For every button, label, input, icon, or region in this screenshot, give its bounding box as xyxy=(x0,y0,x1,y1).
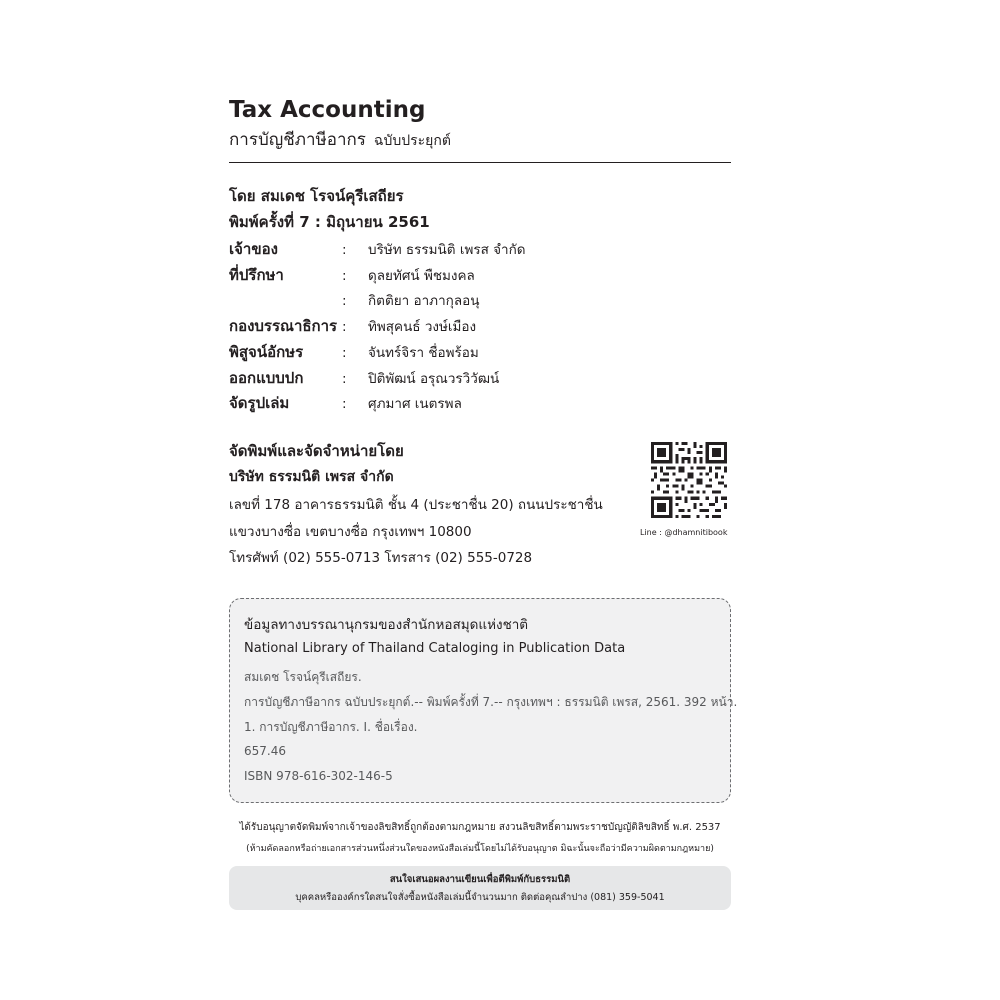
credit-colon: : xyxy=(342,345,347,361)
credit-row xyxy=(229,289,729,311)
subtitle-thai: การบัญชีภาษีอากร xyxy=(229,130,366,150)
credit-colon: : xyxy=(342,319,347,335)
cip-heading: ข้อมูลทางบรรณานุกรมของสำนักหอสมุดแห่งชาติ xyxy=(244,617,529,633)
cip-line: ISBN 978-616-302-146-5 xyxy=(244,769,393,783)
copyright-warning: (ห้ามคัดลอกหรือถ่ายเอกสารส่วนหนึ่งส่วนใดของหนังสือเล่มนี้โดยไม่ได้รับอนุญาต มิฉะนั้นจะถือว่ามีความผิดตามกฎหมาย) xyxy=(246,844,714,854)
credit-role: กองบรรณาธิการ xyxy=(229,317,338,335)
credit-person: บริษัท ธรรมนิติ เพรส จำกัด xyxy=(368,242,526,258)
credit-row xyxy=(229,340,729,364)
contact-line-2: บุคคลหรือองค์กรใดสนใจสั่งซื้อหนังสือเล่มนี้จำนวนมาก ติดต่อคุณลำปาง (081) 359-5041 xyxy=(295,892,665,903)
credit-role: เจ้าของ xyxy=(229,240,278,258)
credit-colon: : xyxy=(342,396,347,412)
credit-colon: : xyxy=(342,293,347,309)
publisher-heading: จัดพิมพ์และจัดจำหน่ายโดย xyxy=(229,442,404,460)
cip-english-heading: National Library of Thailand Cataloging in Publication Data xyxy=(244,641,626,656)
title-divider xyxy=(229,162,731,163)
publisher-address-2: แขวงบางซื่อ เขตบางซื่อ กรุงเทพฯ 10800 xyxy=(229,524,472,540)
copyright-notice: ได้รับอนุญาตจัดพิมพ์จากเจ้าของลิขสิทธิ์ถูกต้องตามกฎหมาย สงวนลิขสิทธิ์ตามพระราชบัญญัติลิขสิทธิ์ พ.ศ. 2537 xyxy=(239,822,721,833)
publisher-address-1: เลขที่ 178 อาคารธรรมนิติ ชั้น 4 (ประชาชื่น 20) ถนนประชาชื่น xyxy=(229,497,603,513)
credit-colon: : xyxy=(342,268,347,284)
author-line: โดย สมเดช โรจน์คุรีเสถียร xyxy=(229,187,404,205)
edition-label: ฉบับประยุกต์ xyxy=(373,133,451,149)
line-qr-code-icon[interactable] xyxy=(651,442,727,518)
credit-role: ออกแบบปก xyxy=(229,369,304,387)
cip-line: สมเดช โรจน์คุรีเสถียร. xyxy=(244,670,362,684)
credit-colon: : xyxy=(342,371,347,387)
credit-row xyxy=(229,237,729,261)
credit-role: พิสูจน์อักษร xyxy=(229,343,304,361)
credit-row xyxy=(229,366,729,390)
cip-line: 1. การบัญชีภาษีอากร. I. ชื่อเรื่อง. xyxy=(244,720,418,734)
credit-person: กิตติยา อาภากุลอนุ xyxy=(368,293,480,309)
credit-row xyxy=(229,314,729,338)
publisher-phone: โทรศัพท์ (02) 555-0713 โทรสาร (02) 555-0728 xyxy=(229,550,533,566)
book-title: Tax Accounting xyxy=(229,97,426,123)
qr-caption: Line : @dhamnitibook xyxy=(640,528,728,537)
credit-role: จัดรูปเล่ม xyxy=(229,394,290,412)
credit-person: ดุลยทัศน์ พืชมงคล xyxy=(368,268,475,284)
credit-row xyxy=(229,391,729,415)
contact-line-1: สนใจเสนอผลงานเขียนเพื่อตีพิมพ์กับธรรมนิติ xyxy=(389,874,571,885)
credit-role: ที่ปรึกษา xyxy=(229,266,284,284)
cip-line: การบัญชีภาษีอากร ฉบับประยุกต์.-- พิมพ์ครั้งที่ 7.-- กรุงเทพฯ : ธรรมนิติ เพรส, 2561. 392 หน้า. xyxy=(244,695,738,709)
credit-colon: : xyxy=(342,242,347,258)
credit-person: ศุภมาศ เนตรพล xyxy=(368,396,462,412)
cip-line: 657.46 xyxy=(244,744,286,758)
book-subtitle xyxy=(229,126,451,153)
publisher-name: บริษัท ธรรมนิติ เพรส จำกัด xyxy=(229,469,394,485)
credit-person: ปิติพัฒน์ อรุณวรวิวัฒน์ xyxy=(368,371,500,387)
print-line: พิมพ์ครั้งที่ 7 : มิถุนายน 2561 xyxy=(229,213,430,231)
credit-row xyxy=(229,263,729,287)
credit-person: จันทร์จิรา ชื่อพร้อม xyxy=(368,345,479,361)
credit-person: ทิพสุคนธ์ วงษ์เมือง xyxy=(368,319,477,335)
